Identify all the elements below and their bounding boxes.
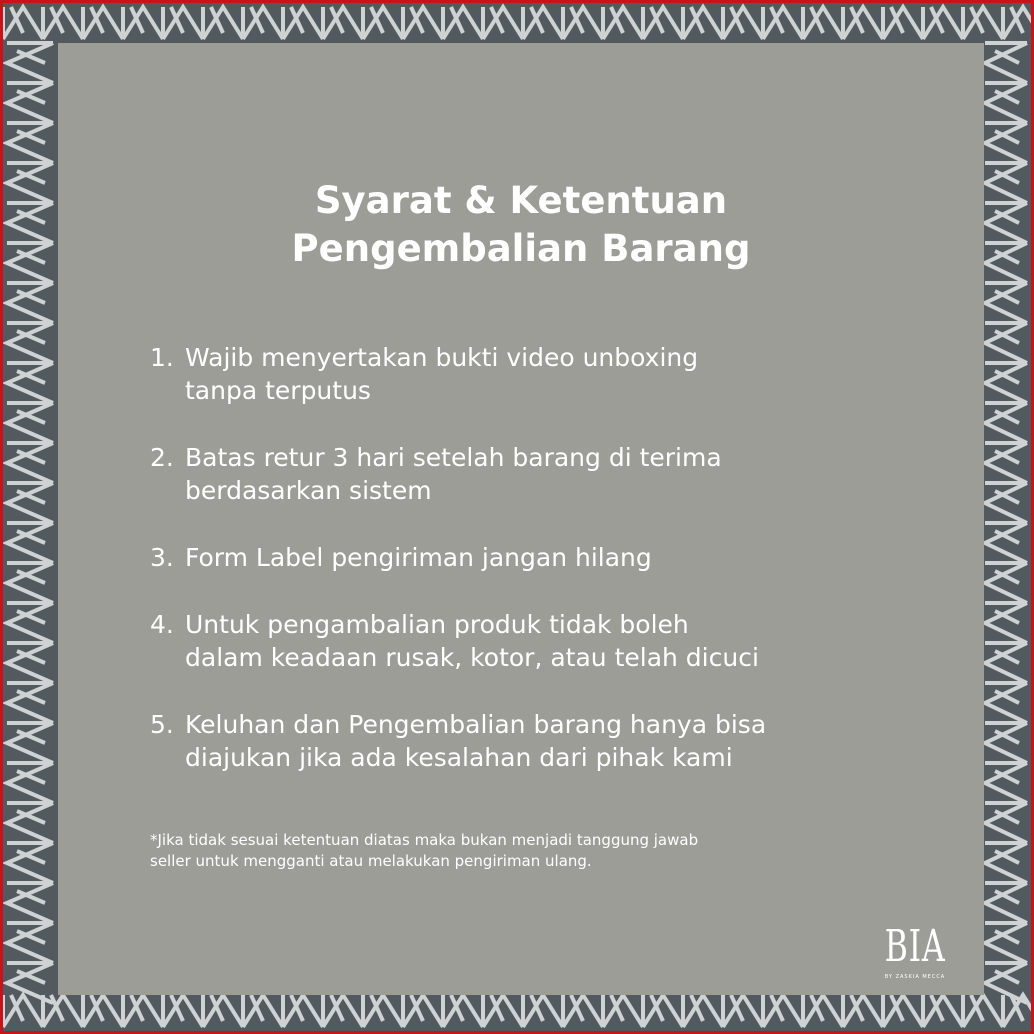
border-motif xyxy=(323,995,363,1027)
logo-subtitle: BY ZASKIA MECCA xyxy=(884,974,946,980)
border-motif xyxy=(723,7,763,39)
border-motif xyxy=(7,203,53,243)
border-motif xyxy=(683,7,723,39)
border-motif xyxy=(883,7,923,39)
border-motif xyxy=(7,523,53,563)
term-item xyxy=(150,341,870,407)
border-motif xyxy=(7,843,53,883)
border-motif xyxy=(203,7,243,39)
content-panel xyxy=(58,43,984,995)
border-motif xyxy=(323,7,363,39)
border-motif xyxy=(7,803,53,843)
term-number: 2. xyxy=(150,443,174,472)
border-motif xyxy=(643,995,683,1027)
border-motif xyxy=(7,563,53,603)
note-line-2: seller untuk mengganti atau melakukan pengiriman ulang. xyxy=(150,852,592,870)
border-motif xyxy=(7,363,53,403)
logo-mark: BIA xyxy=(884,921,946,972)
border-motif xyxy=(523,995,563,1027)
term-line: tanpa terputus xyxy=(185,376,371,405)
border-motif xyxy=(985,283,1027,323)
term-line: dalam keadaan rusak, kotor, atau telah dicuci xyxy=(185,643,759,672)
border-motif xyxy=(7,123,53,163)
border-motif xyxy=(985,563,1027,603)
border-motif xyxy=(123,995,163,1027)
border-motif xyxy=(985,883,1027,923)
border-motif xyxy=(123,7,163,39)
term-item xyxy=(150,708,870,774)
border-motif xyxy=(3,7,43,39)
border-motif xyxy=(7,43,53,83)
term-number: 3. xyxy=(150,543,174,572)
border-motif xyxy=(7,283,53,323)
border-motif xyxy=(643,7,683,39)
border-motif xyxy=(985,763,1027,803)
border-motif xyxy=(7,923,53,963)
border-motif xyxy=(203,995,243,1027)
border-motif xyxy=(403,995,443,1027)
border-motif xyxy=(7,243,53,283)
border-motif xyxy=(985,243,1027,283)
border-motif xyxy=(483,7,523,39)
border-motif xyxy=(523,7,563,39)
border-motif xyxy=(7,323,53,363)
border-motif xyxy=(985,603,1027,643)
border-motif xyxy=(83,7,123,39)
term-line: Form Label pengiriman jangan hilang xyxy=(185,543,652,572)
border-motif xyxy=(763,995,803,1027)
term-item xyxy=(150,608,870,674)
border-motif xyxy=(803,995,843,1027)
border-motif xyxy=(985,683,1027,723)
border-motif xyxy=(7,763,53,803)
border-motif xyxy=(985,203,1027,243)
border-motif xyxy=(843,995,883,1027)
border-motif xyxy=(283,995,323,1027)
border-motif xyxy=(483,995,523,1027)
term-line: Wajib menyertakan bukti video unboxing xyxy=(185,343,699,372)
border-motif xyxy=(963,7,1003,39)
border-motif xyxy=(985,483,1027,523)
term-line: Untuk pengambalian produk tidak boleh xyxy=(185,610,689,639)
term-number: 4. xyxy=(150,610,174,639)
decorative-frame xyxy=(3,3,1031,1031)
border-motif xyxy=(7,483,53,523)
border-motif xyxy=(163,995,203,1027)
title-line-1: Syarat & Ketentuan xyxy=(314,179,728,222)
border-motif xyxy=(803,7,843,39)
border-motif xyxy=(7,163,53,203)
term-line: Batas retur 3 hari setelah barang di terima xyxy=(185,443,722,472)
border-motif xyxy=(963,995,1003,1027)
border-motif xyxy=(7,883,53,923)
term-item xyxy=(150,541,870,574)
border-motif xyxy=(243,7,283,39)
border-motif xyxy=(985,923,1027,963)
term-number: 1. xyxy=(150,343,174,372)
brand-logo xyxy=(870,923,960,980)
border-motif xyxy=(763,7,803,39)
border-motif xyxy=(563,7,603,39)
border-motif xyxy=(923,7,963,39)
border-motif xyxy=(7,723,53,763)
border-motif xyxy=(7,403,53,443)
border-motif xyxy=(683,995,723,1027)
term-number: 5. xyxy=(150,710,174,739)
border-motif xyxy=(985,403,1027,443)
border-motif xyxy=(363,7,403,39)
border-motif xyxy=(283,7,323,39)
border-motif xyxy=(3,995,43,1027)
border-motif xyxy=(923,995,963,1027)
border-motif xyxy=(443,995,483,1027)
term-item xyxy=(150,441,870,507)
note-line-1: *Jika tidak sesuai ketentuan diatas maka bukan menjadi tanggung jawab xyxy=(150,831,699,849)
border-motif xyxy=(985,643,1027,683)
disclaimer-note xyxy=(150,830,850,872)
border-motif xyxy=(7,603,53,643)
border-motif xyxy=(985,43,1027,83)
border-motif xyxy=(985,443,1027,483)
border-motif xyxy=(243,995,283,1027)
border-motif xyxy=(985,323,1027,363)
border-motif xyxy=(603,7,643,39)
terms-list xyxy=(150,341,870,808)
border-motif xyxy=(985,843,1027,883)
border-motif xyxy=(843,7,883,39)
border-motif xyxy=(985,723,1027,763)
border-motif xyxy=(7,683,53,723)
border-motif xyxy=(443,7,483,39)
term-line: diajukan jika ada kesalahan dari pihak kami xyxy=(185,743,733,772)
border-motif xyxy=(83,995,123,1027)
border-motif xyxy=(985,123,1027,163)
border-motif xyxy=(883,995,923,1027)
border-motif xyxy=(7,83,53,123)
border-motif xyxy=(363,995,403,1027)
term-line: berdasarkan sistem xyxy=(185,476,432,505)
term-line: Keluhan dan Pengembalian barang hanya bisa xyxy=(185,710,767,739)
border-motif xyxy=(985,363,1027,403)
page-title xyxy=(58,177,984,273)
border-motif xyxy=(403,7,443,39)
border-motif xyxy=(985,83,1027,123)
border-motif xyxy=(7,643,53,683)
border-motif xyxy=(43,7,83,39)
border-motif xyxy=(985,163,1027,203)
border-motif xyxy=(563,995,603,1027)
border-motif xyxy=(163,7,203,39)
border-motif xyxy=(7,443,53,483)
border-motif xyxy=(985,803,1027,843)
title-line-2: Pengembalian Barang xyxy=(291,227,751,270)
border-motif xyxy=(603,995,643,1027)
border-motif xyxy=(723,995,763,1027)
border-motif xyxy=(985,523,1027,563)
